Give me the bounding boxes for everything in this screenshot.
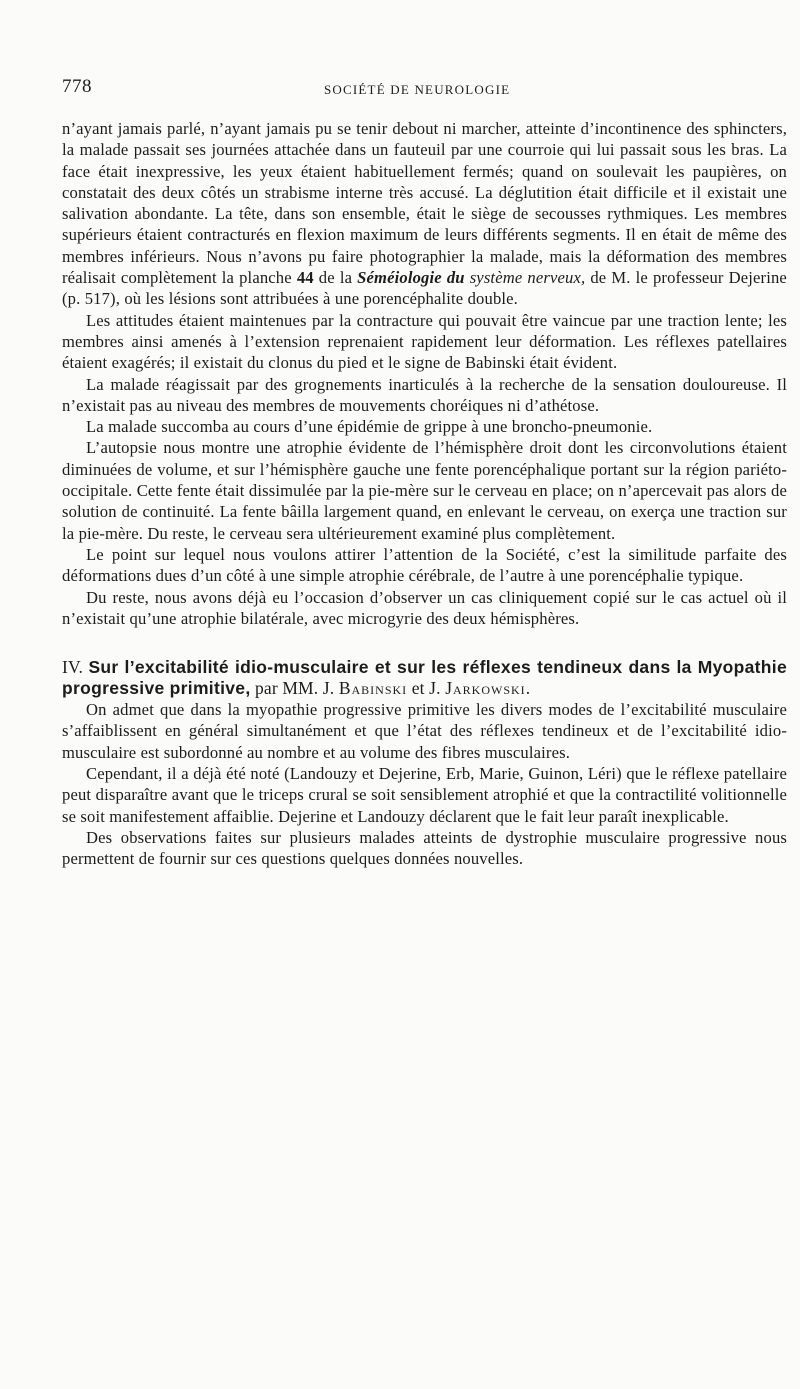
book-title-cont: système nerveux, (469, 268, 586, 288)
author-initial: J. (429, 678, 441, 699)
plate-number: 44 (296, 268, 314, 288)
paragraph-text: de la (318, 268, 353, 288)
book-title: Séméiologie du (357, 268, 465, 288)
running-title: SOCIÉTÉ DE NEUROLOGIE (324, 82, 511, 97)
author-conjunction: et (411, 678, 425, 699)
paragraph: Le point sur lequel nous voulons attirer l’attention de la Société, c’est la similitude parfaite des déformations dues d’un côté à une simple atrophie cérébrale, de l’autre à une porencéphalie typique. (62, 544, 787, 586)
body-text (62, 118, 787, 870)
paragraph: La malade réagissait par des grognements inarticulés à la recherche de la sensation douloureuse. Il n’existait pas au niveau des membres de mouvements choréiques ni d’athétose. (62, 374, 787, 415)
paragraph: On admet que dans la myopathie progressive primitive les divers modes de l’excitabilité musculaire s’affaiblissent en général simultanément et que l’état des réflexes tendineux et de l’excitabilité idio-musculaire est subordonné au nombre et au volume des fibres musculaires. (62, 700, 787, 762)
author-name: Jarkowski (445, 678, 526, 699)
paragraph: La malade succomba au cours d’une épidémie de grippe à une broncho-pneumonie. (86, 417, 653, 437)
paragraph-text: n’ayant jamais parlé, n’ayant jamais pu se tenir debout ni marcher, atteinte d’incontinence des sphincters, la malade passait ses journées attachée dans un fauteuil par une courroie qui lui passait sous les bras. La face était inexpressive, les yeux étaient habituellement fermés; quand on soulevait les paupières, on constatait des deux côtés un strabisme interne très accusé. La déglutition était difficile et il existait une salivation abondante. La tête, dans son ensemble, était le siège de secousses rythmiques. Les membres supérieurs étaient contracturés en flexion maximum de leurs différents segments. Il en était de même des membres inférieurs. Nous n’avons pu faire photographier la malade, mais la déformation des membres réalisait complètement la planche (62, 119, 787, 288)
section-title: Sur l’excitabilité idio-musculaire et sur les réflexes tendineux dans la Myopathie progressive primitive, (62, 657, 787, 699)
paragraph: Du reste, nous avons déjà eu l’occasion d’observer un cas cliniquement copié sur le cas actuel où il n’existait qu’une atrophie bilatérale, avec microgyrie des deux hémisphères. (62, 587, 787, 628)
heading-period: . (525, 678, 531, 699)
paragraph: L’autopsie nous montre une atrophie évidente de l’hémisphère droit dont les circonvolutions étaient diminuées de volume, et sur l’hémisphère gauche une fente porencéphalique portant sur la région pariéto-occipitale. Cette fente était dissimulée par la pie-mère sur le cerveau en place; on n’apercevait pas alors de solution de continuité. La fente bâilla largement quand, en enlevant le cerveau, on exerça une traction sur la pie-mère. Du reste, le cerveau sera ultérieurement examiné plus complètement. (62, 438, 787, 543)
paragraph: Des observations faites sur plusieurs malades atteints de dystrophie musculaire progressive nous permettent de fournir sur ces questions quelques données nouvelles. (62, 827, 787, 869)
section-numeral: IV. (62, 657, 84, 678)
paragraph-continued (62, 118, 787, 310)
author-name: Babinski (338, 678, 408, 699)
paragraph: Les attitudes étaient maintenues par la contracture qui pouvait être vaincue par une traction lente; les membres ainsi amenés à l’extension reprenaient rapidement leur déformation. Les réflexes patellaires étaient exagérés; il existait du clonus du pied et le signe de Babinski était évident. (62, 310, 787, 373)
page-header (62, 76, 792, 102)
page-number: 778 (62, 76, 92, 97)
section-heading (62, 657, 787, 699)
section-iv (62, 657, 787, 869)
paragraph-text: de M. le professeur Dejerine (p. 517), où les lésions sont attribuées à une porencéphalite double. (62, 268, 787, 309)
paragraph: Cependant, il a déjà été noté (Landouzy et Dejerine, Erb, Marie, Guinon, Léri) que le réflexe patellaire peut disparaître avant que le triceps crural se soit sensiblement atrophié et que la contractilité volitionnelle se soit manifestement affaiblie. Dejerine et Landouzy déclarent que le fait leur paraît inexplicable. (62, 764, 787, 826)
section-byline: par MM. J. (255, 678, 335, 699)
